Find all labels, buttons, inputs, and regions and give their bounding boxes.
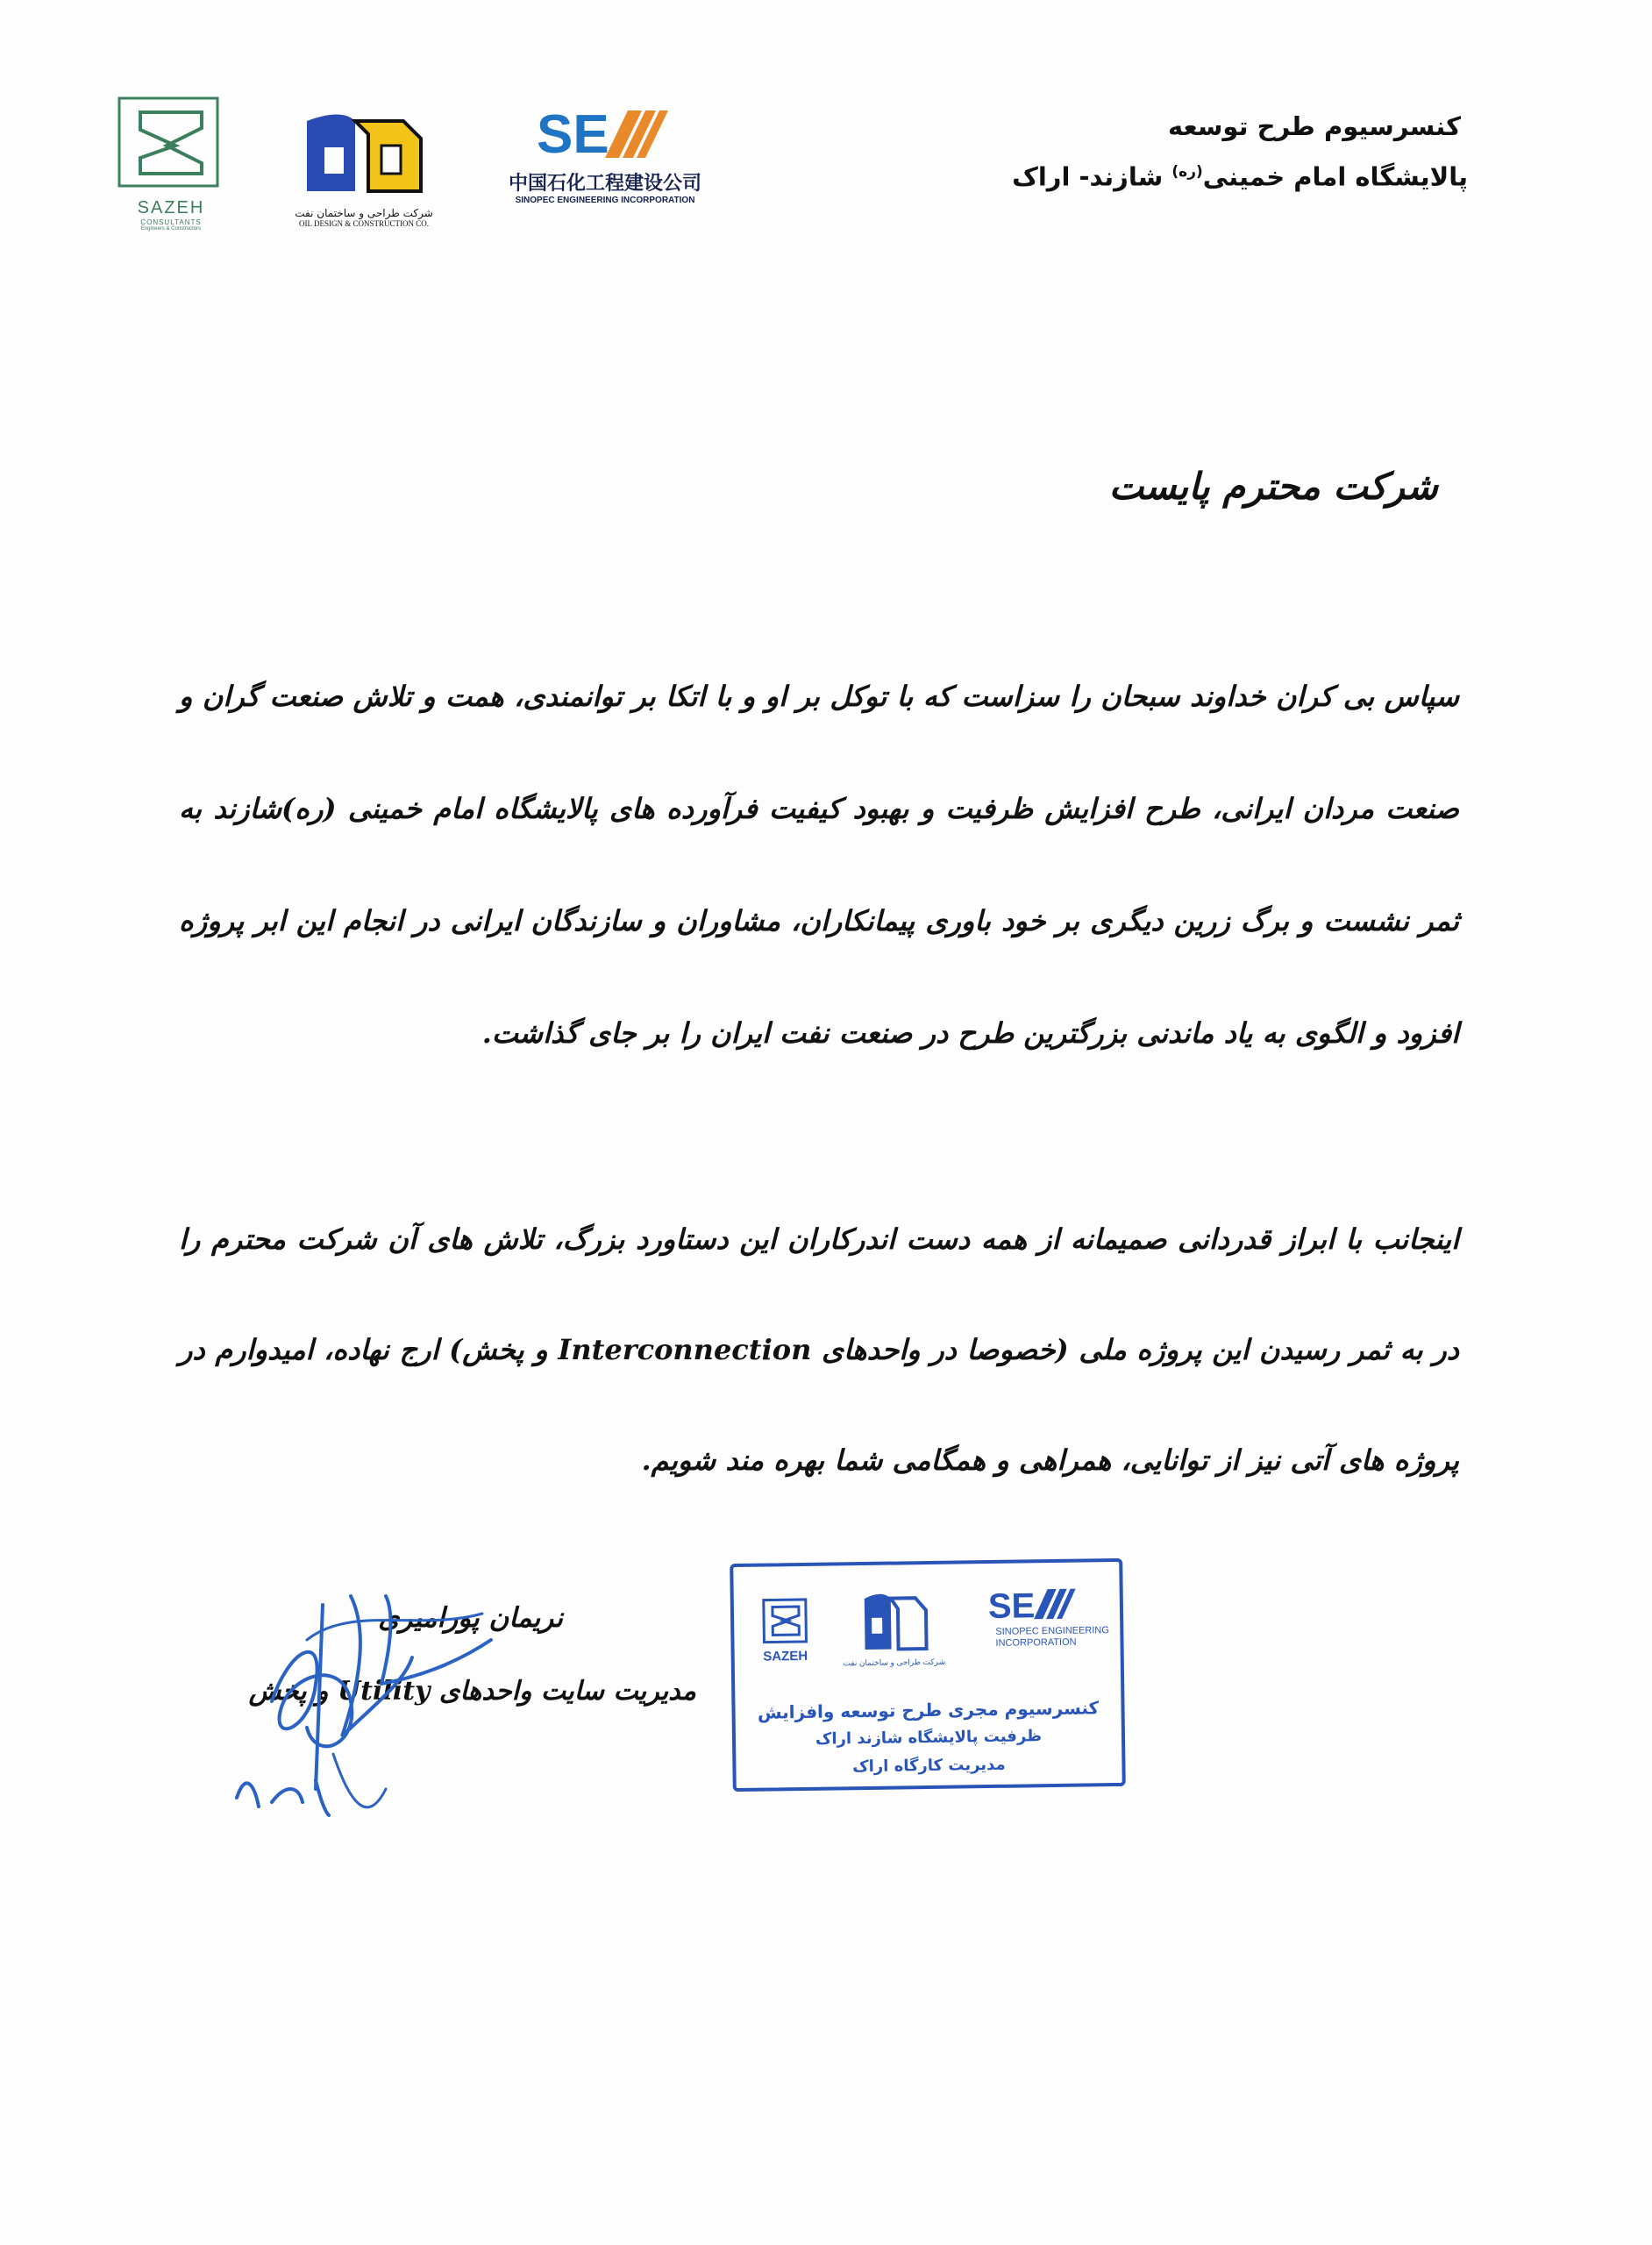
sazeh-sub: CONSULTANTS [140,218,202,226]
header-line-1: کنسرسیوم طرح توسعه [1167,111,1461,141]
paragraph-2: اینجانب با ابراز قدردانی صمیمانه از همه دست اندرکاران این دستاورد بزرگ، تلاش های آن شرکت محترم را در به ثمر رسیدن این پروژه ملی (خصوصا در واحدهای Interconnection و پخش) ارج نهاده، امیدوارم در پروژه های آتی نیز از توانایی، همراهی و همگامی شما بهره مند شویم. [179,1222,1459,1477]
sei-mark-icon [465,103,745,165]
stamp-sazeh-name: SAZEH [763,1648,808,1664]
signer-name: نریمان پورامیری [378,1602,563,1634]
signer-title: مدیریت سایت واحدهای Utility و پخش [248,1676,696,1707]
oil-design-mark-icon [272,103,456,200]
stamp-sei-name: SINOPEC ENGINEERING INCORPORATION [995,1625,1109,1649]
sei-name-en: SINOPEC ENGINEERING INCORPORATION [515,196,695,205]
stamp-sazeh-icon [760,1596,810,1646]
salutation: شرکت محترم پایست [1108,465,1438,508]
oil-design-name-en: OIL DESIGN & CONSTRUCTION CO. [299,219,429,228]
oil-design-name-fa: شرکت طراحی و ساختمان نفت [295,207,433,219]
sei-name-cn: 中国石化工程建设公司 [508,173,701,195]
sazeh-sub2: Engineers & Constructors [140,226,202,232]
oil-design-logo [272,103,456,228]
stamp-sei-mark-text: SE [987,1586,1036,1624]
stamp-oil-icon [854,1587,934,1655]
stamp-line-3: مدیریت کارگاه اراک [852,1755,1006,1777]
stamp-line-1: کنسرسیوم مجری طرح توسعه وافزایش [757,1697,1100,1723]
sei-logo [465,103,745,205]
stamp-sei-icon [971,1583,1112,1623]
paragraph-1: سپاس بی کران خداوند سبحان را سزاست که با توکل بر او و با اتکا بر توانمندی، همت و تلاش صنعت گران و صنعت مردان ایرانی، طرح افزایش ظرفیت و بهبود کیفیت فرآورده های پالایشگاه امام خمینی (ره)شازند به ثمر نشست و برگ زرین دیگری بر خود باوری پیمانکاران، مشاوران و سازندگان ایرانی در انجام این ابر پروژه افزود و الگوی به یاد ماندنی بزرگترین طرح در صنعت نفت ایران را بر جای گذاشت. [179,680,1459,1050]
header-logos [114,88,745,237]
sazeh-logo [114,93,228,232]
header-line-2 [854,149,1468,200]
sazeh-mark-icon [114,93,228,191]
sazeh-name: SAZEH [137,198,205,217]
consortium-stamp [730,1558,1126,1792]
stamp-sei-logo [971,1583,1112,1650]
stamp-oil-name: شرکت طراحی و ساختمان نفت [843,1657,946,1668]
handwritten-signature [219,1579,517,1842]
stamp-oil-logo [841,1587,947,1669]
stamp-line-2: ظرفیت پالایشگاه شازند اراک [815,1727,1043,1749]
header-line-2-main: پالایشگاه امام خمینی [1202,161,1468,192]
sei-mark-text: SE [537,104,609,165]
header-line-2-tail: شازند- اراک [1012,161,1172,192]
stamp-sazeh-logo [750,1596,821,1664]
consortium-header [854,103,1468,200]
stamp-text [735,1693,1122,1783]
header-line-2-sup: (ره) [1171,163,1203,181]
